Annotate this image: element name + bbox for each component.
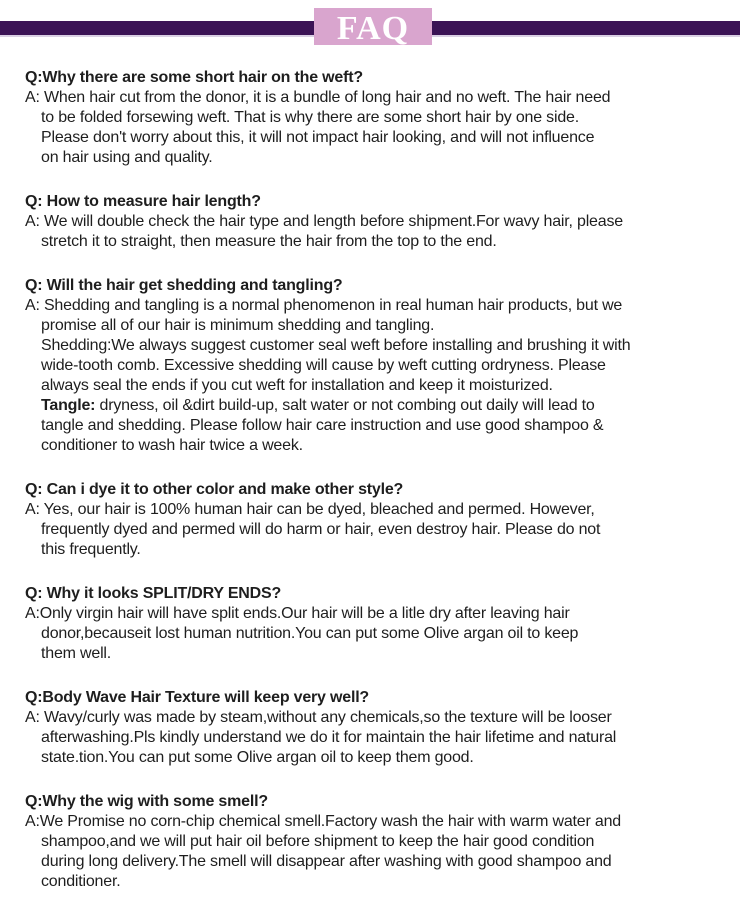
faq-content	[25, 68, 730, 916]
answer-line: conditioner to wash hair twice a week.	[41, 437, 303, 454]
answer	[25, 500, 730, 560]
answer	[25, 88, 730, 168]
question: Q: Will the hair get shedding and tangling?	[25, 277, 343, 294]
answer-line: stretch it to straight, then measure the hair from the top to the end.	[41, 233, 497, 250]
answer-line: shampoo,and we will put hair oil before shipment to keep the hair good condition	[41, 833, 595, 850]
question: Q:Body Wave Hair Texture will keep very well?	[25, 689, 370, 706]
answer-line: always seal the ends if you cut weft for installation and keep it moisturized.	[41, 377, 553, 394]
answer-line: during long delivery.The smell will disappear after washing with good shampoo and	[41, 853, 612, 870]
answer-line-tangle	[25, 396, 730, 416]
faq-section-shedding-tangling	[25, 276, 730, 456]
answer-line: this frequently.	[41, 541, 141, 558]
faq-title-box	[314, 8, 432, 45]
answer	[25, 296, 730, 456]
answer	[25, 604, 730, 664]
answer-line: on hair using and quality.	[41, 149, 213, 166]
answer-line: them well.	[41, 645, 112, 662]
faq-section-split-dry-ends	[25, 584, 730, 664]
answer-line: A: Wavy/curly was made by steam,without any chemicals,so the texture will be looser	[25, 709, 612, 726]
faq-section-short-hair	[25, 68, 730, 168]
answer-line: state.tion.You can put some Olive argan oil to keep them good.	[41, 749, 474, 766]
faq-section-smell	[25, 792, 730, 892]
faq-section-body-wave-texture	[25, 688, 730, 768]
answer-line: A:Only virgin hair will have split ends.Our hair will be a litle dry after leaving hair	[25, 605, 570, 622]
answer	[25, 708, 730, 768]
answer-line: A: Yes, our hair is 100% human hair can be dyed, bleached and permed. However,	[25, 501, 595, 518]
answer-line: to be folded forsewing weft. That is why there are some short hair by one side.	[41, 109, 579, 126]
answer-line: A:We Promise no corn-chip chemical smell.Factory wash the hair with warm water and	[25, 813, 621, 830]
answer-line: A: We will double check the hair type and length before shipment.For wavy hair, please	[25, 213, 623, 230]
answer-line: A: Shedding and tangling is a normal phenomenon in real human hair products, but we	[25, 297, 623, 314]
answer-line: Please don't worry about this, it will not impact hair looking, and will not influence	[41, 129, 595, 146]
question: Q: How to measure hair length?	[25, 193, 261, 210]
question: Q:Why the wig with some smell?	[25, 793, 268, 810]
answer-line: frequently dyed and permed will do harm or hair, even destroy hair. Please do not	[41, 521, 601, 538]
answer-line: tangle and shedding. Please follow hair care instruction and use good shampoo &	[41, 417, 604, 434]
faq-section-dye-style	[25, 480, 730, 560]
answer-line: A: When hair cut from the donor, it is a bundle of long hair and no weft. The hair need	[25, 89, 611, 106]
question: Q:Why there are some short hair on the weft?	[25, 69, 363, 86]
answer-line: donor,becauseit lost human nutrition.You can put some Olive argan oil to keep	[41, 625, 579, 642]
answer-line: conditioner.	[41, 873, 121, 890]
answer-line: wide-tooth comb. Excessive shedding will cause by weft cutting ordryness. Please	[41, 357, 606, 374]
answer-line: promise all of our hair is minimum shedding and tangling.	[41, 317, 435, 334]
answer	[25, 812, 730, 892]
tangle-text: dryness, oil &dirt build-up, salt water or not combing out daily will lead to	[95, 397, 595, 414]
answer-line: afterwashing.Pls kindly understand we do it for maintain the hair lifetime and natural	[41, 729, 617, 746]
page-title: FAQ	[336, 9, 410, 47]
answer-line: Shedding:We always suggest customer seal weft before installing and brushing it with	[41, 337, 631, 354]
question: Q: Can i dye it to other color and make other style?	[25, 481, 404, 498]
faq-section-measure-length	[25, 192, 730, 252]
question: Q: Why it looks SPLIT/DRY ENDS?	[25, 585, 282, 602]
answer	[25, 212, 730, 252]
tangle-label: Tangle:	[41, 397, 96, 414]
